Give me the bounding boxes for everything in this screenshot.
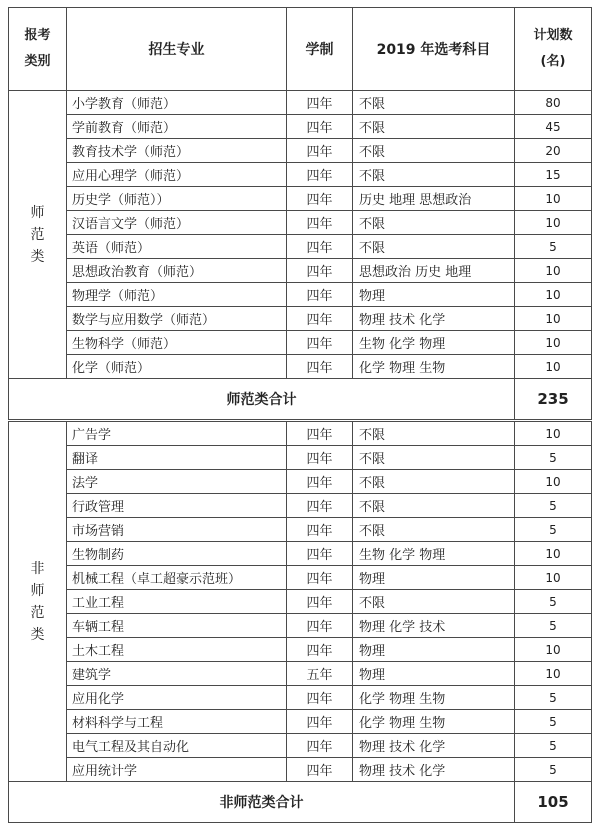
table-row bbox=[9, 355, 592, 379]
major-cell: 物理学（师范） bbox=[67, 283, 287, 307]
major-cell: 生物制药 bbox=[67, 542, 287, 566]
duration-cell: 四年 bbox=[287, 235, 353, 259]
major-cell: 工业工程 bbox=[67, 590, 287, 614]
major-cell: 行政管理 bbox=[67, 494, 287, 518]
table-row bbox=[9, 662, 592, 686]
duration-cell: 五年 bbox=[287, 662, 353, 686]
count-cell: 5 bbox=[515, 686, 592, 710]
major-cell: 应用化学 bbox=[67, 686, 287, 710]
count-cell: 10 bbox=[515, 331, 592, 355]
subjects-cell: 不限 bbox=[353, 139, 515, 163]
subjects-cell: 物理 技术 化学 bbox=[353, 734, 515, 758]
subjects-cell: 不限 bbox=[353, 421, 515, 446]
duration-cell: 四年 bbox=[287, 518, 353, 542]
subjects-cell: 物理 bbox=[353, 662, 515, 686]
major-cell: 化学（师范） bbox=[67, 355, 287, 379]
category-char: 范 bbox=[30, 226, 45, 243]
table-row bbox=[9, 710, 592, 734]
count-cell: 5 bbox=[515, 734, 592, 758]
major-cell: 土木工程 bbox=[67, 638, 287, 662]
subtotal-value: 105 bbox=[515, 782, 592, 823]
duration-cell: 四年 bbox=[287, 638, 353, 662]
subjects-cell: 不限 bbox=[353, 235, 515, 259]
enrollment-plan-table bbox=[8, 7, 592, 823]
duration-cell: 四年 bbox=[287, 446, 353, 470]
table-row bbox=[9, 638, 592, 662]
subjects-cell: 思想政治 历史 地理 bbox=[353, 259, 515, 283]
table-row bbox=[9, 211, 592, 235]
category-char: 非 bbox=[30, 560, 45, 577]
major-cell: 历史学（师范）） bbox=[67, 187, 287, 211]
table-row bbox=[9, 91, 592, 115]
count-cell: 10 bbox=[515, 470, 592, 494]
subjects-cell: 生物 化学 物理 bbox=[353, 331, 515, 355]
count-cell: 10 bbox=[515, 307, 592, 331]
header-major: 招生专业 bbox=[67, 8, 287, 91]
subtotal-label: 师范类合计 bbox=[9, 379, 515, 421]
subtotal-label: 非师范类合计 bbox=[9, 782, 515, 823]
count-cell: 10 bbox=[515, 355, 592, 379]
duration-cell: 四年 bbox=[287, 734, 353, 758]
duration-cell: 四年 bbox=[287, 494, 353, 518]
count-cell: 5 bbox=[515, 235, 592, 259]
count-cell: 5 bbox=[515, 590, 592, 614]
table-row bbox=[9, 235, 592, 259]
count-cell: 80 bbox=[515, 91, 592, 115]
subjects-cell: 化学 物理 生物 bbox=[353, 710, 515, 734]
major-cell: 汉语言文学（师范） bbox=[67, 211, 287, 235]
subjects-cell: 不限 bbox=[353, 163, 515, 187]
major-cell: 思想政治教育（师范） bbox=[67, 259, 287, 283]
major-cell: 材料科学与工程 bbox=[67, 710, 287, 734]
duration-cell: 四年 bbox=[287, 614, 353, 638]
subjects-cell: 不限 bbox=[353, 470, 515, 494]
subjects-cell: 化学 物理 生物 bbox=[353, 355, 515, 379]
table-row bbox=[9, 590, 592, 614]
header-count-line2: (名) bbox=[540, 54, 566, 69]
category-char: 师 bbox=[30, 582, 45, 599]
subjects-cell: 历史 地理 思想政治 bbox=[353, 187, 515, 211]
table-row bbox=[9, 494, 592, 518]
count-cell: 10 bbox=[515, 259, 592, 283]
subtotal-row bbox=[9, 782, 592, 823]
table-row bbox=[9, 470, 592, 494]
major-cell: 数学与应用数学（师范） bbox=[67, 307, 287, 331]
duration-cell: 四年 bbox=[287, 590, 353, 614]
duration-cell: 四年 bbox=[287, 710, 353, 734]
category-cell bbox=[9, 91, 67, 379]
count-cell: 10 bbox=[515, 542, 592, 566]
header-duration: 学制 bbox=[287, 8, 353, 91]
duration-cell: 四年 bbox=[287, 686, 353, 710]
duration-cell: 四年 bbox=[287, 91, 353, 115]
subjects-cell: 不限 bbox=[353, 518, 515, 542]
major-cell: 建筑学 bbox=[67, 662, 287, 686]
duration-cell: 四年 bbox=[287, 470, 353, 494]
subjects-cell: 物理 bbox=[353, 566, 515, 590]
header-subjects: 2019 年选考科目 bbox=[353, 8, 515, 91]
category-char: 类 bbox=[30, 248, 45, 265]
major-cell: 小学教育（师范） bbox=[67, 91, 287, 115]
subjects-cell: 物理 技术 化学 bbox=[353, 307, 515, 331]
header-count bbox=[515, 8, 592, 91]
count-cell: 5 bbox=[515, 446, 592, 470]
duration-cell: 四年 bbox=[287, 139, 353, 163]
header-row bbox=[9, 8, 592, 91]
category-char: 范 bbox=[30, 604, 45, 621]
subjects-cell: 不限 bbox=[353, 211, 515, 235]
duration-cell: 四年 bbox=[287, 331, 353, 355]
table-row bbox=[9, 446, 592, 470]
count-cell: 5 bbox=[515, 710, 592, 734]
major-cell: 学前教育（师范） bbox=[67, 115, 287, 139]
duration-cell: 四年 bbox=[287, 115, 353, 139]
table-row bbox=[9, 566, 592, 590]
count-cell: 15 bbox=[515, 163, 592, 187]
category-cell bbox=[9, 421, 67, 782]
category-char: 师 bbox=[30, 204, 45, 221]
subjects-cell: 化学 物理 生物 bbox=[353, 686, 515, 710]
table-row bbox=[9, 163, 592, 187]
subjects-cell: 不限 bbox=[353, 590, 515, 614]
count-cell: 5 bbox=[515, 518, 592, 542]
major-cell: 翻译 bbox=[67, 446, 287, 470]
duration-cell: 四年 bbox=[287, 259, 353, 283]
major-cell: 市场营销 bbox=[67, 518, 287, 542]
table-row bbox=[9, 259, 592, 283]
duration-cell: 四年 bbox=[287, 421, 353, 446]
major-cell: 教育技术学（师范） bbox=[67, 139, 287, 163]
major-cell: 法学 bbox=[67, 470, 287, 494]
major-cell: 生物科学（师范） bbox=[67, 331, 287, 355]
table-row bbox=[9, 421, 592, 446]
header-category bbox=[9, 8, 67, 91]
count-cell: 5 bbox=[515, 614, 592, 638]
count-cell: 10 bbox=[515, 211, 592, 235]
count-cell: 10 bbox=[515, 283, 592, 307]
subjects-cell: 不限 bbox=[353, 494, 515, 518]
table-row bbox=[9, 283, 592, 307]
major-cell: 应用统计学 bbox=[67, 758, 287, 782]
duration-cell: 四年 bbox=[287, 355, 353, 379]
duration-cell: 四年 bbox=[287, 307, 353, 331]
subjects-cell: 不限 bbox=[353, 91, 515, 115]
table-row bbox=[9, 614, 592, 638]
table-row bbox=[9, 542, 592, 566]
count-cell: 5 bbox=[515, 758, 592, 782]
count-cell: 10 bbox=[515, 662, 592, 686]
duration-cell: 四年 bbox=[287, 211, 353, 235]
count-cell: 10 bbox=[515, 566, 592, 590]
major-cell: 广告学 bbox=[67, 421, 287, 446]
count-cell: 5 bbox=[515, 494, 592, 518]
subjects-cell: 不限 bbox=[353, 115, 515, 139]
major-cell: 电气工程及其自动化 bbox=[67, 734, 287, 758]
count-cell: 20 bbox=[515, 139, 592, 163]
subtotal-row bbox=[9, 379, 592, 421]
count-cell: 10 bbox=[515, 638, 592, 662]
table-row bbox=[9, 331, 592, 355]
duration-cell: 四年 bbox=[287, 163, 353, 187]
subjects-cell: 生物 化学 物理 bbox=[353, 542, 515, 566]
subjects-cell: 物理 bbox=[353, 283, 515, 307]
table-row bbox=[9, 686, 592, 710]
subtotal-value: 235 bbox=[515, 379, 592, 421]
category-char: 类 bbox=[30, 626, 45, 643]
subjects-cell: 物理 bbox=[353, 638, 515, 662]
major-cell: 英语（师范） bbox=[67, 235, 287, 259]
count-cell: 10 bbox=[515, 187, 592, 211]
duration-cell: 四年 bbox=[287, 566, 353, 590]
table-row bbox=[9, 758, 592, 782]
table-row bbox=[9, 115, 592, 139]
major-cell: 机械工程（卓工超豪示范班） bbox=[67, 566, 287, 590]
table-row bbox=[9, 518, 592, 542]
subjects-cell: 不限 bbox=[353, 446, 515, 470]
duration-cell: 四年 bbox=[287, 542, 353, 566]
table-row bbox=[9, 139, 592, 163]
duration-cell: 四年 bbox=[287, 187, 353, 211]
table-row bbox=[9, 307, 592, 331]
count-cell: 45 bbox=[515, 115, 592, 139]
subjects-cell: 物理 化学 技术 bbox=[353, 614, 515, 638]
header-count-line1: 计划数 bbox=[533, 28, 573, 43]
table-row bbox=[9, 187, 592, 211]
table-row bbox=[9, 734, 592, 758]
major-cell: 应用心理学（师范） bbox=[67, 163, 287, 187]
duration-cell: 四年 bbox=[287, 283, 353, 307]
header-category-line1: 报考 bbox=[24, 28, 51, 43]
count-cell: 10 bbox=[515, 421, 592, 446]
major-cell: 车辆工程 bbox=[67, 614, 287, 638]
subjects-cell: 物理 技术 化学 bbox=[353, 758, 515, 782]
header-category-line2: 类别 bbox=[24, 54, 51, 69]
duration-cell: 四年 bbox=[287, 758, 353, 782]
